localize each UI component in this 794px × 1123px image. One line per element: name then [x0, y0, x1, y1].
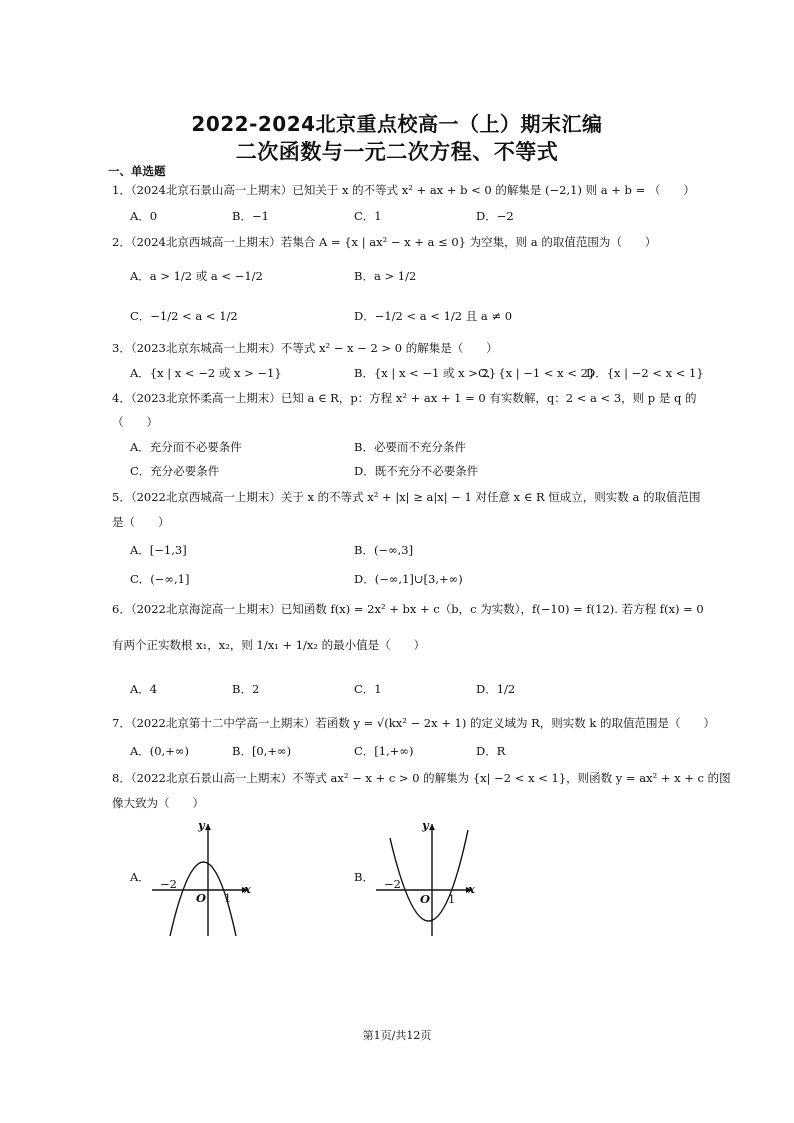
graph-b-x-label: x	[468, 882, 475, 896]
question-3-option-a: A．{x | x < −2 或 x > −1}	[130, 366, 282, 380]
question-2-stem: 2．（2024北京西城高一上期末）若集合 A = {x | ax² − x + a ≤ 0} 为空集，则 a 的取值范围为（ ）	[112, 235, 657, 249]
question-4-option-d: D．既不充分不必要条件	[354, 464, 479, 478]
question-4-option-c: C．充分必要条件	[130, 464, 220, 478]
question-1-option-c: C．1	[354, 209, 382, 223]
question-5-stem-line1: 5．（2022北京西城高一上期末）关于 x 的不等式 x² + |x| ≥ a|x| − 1 对任意 x ∈ R 恒成立，则实数 a 的取值范围	[112, 490, 701, 504]
question-1-option-a: A．0	[130, 209, 158, 223]
question-7-option-c: C．[1,+∞)	[354, 744, 414, 758]
graph-b-one-label: 1	[448, 892, 456, 906]
page-title: 2022-2024北京重点校高一（上）期末汇编	[191, 112, 603, 136]
question-8-stem-line2: 像大致为（ ）	[112, 796, 204, 810]
question-4-option-a: A．充分而不必要条件	[130, 440, 242, 454]
question-7-stem: 7．（2022北京第十二中学高一上期末）若函数 y = √(kx² − 2x + 1) 的定义域为 R，则实数 k 的取值范围是（ ）	[112, 716, 716, 730]
question-2-option-d: D．−1/2 < a < 1/2 且 a ≠ 0	[354, 309, 513, 323]
question-1-stem: 1．（2024北京石景山高一上期末）已知关于 x 的不等式 x² + ax + b < 0 的解集是 (−2,1) 则 a + b = （ ）	[112, 183, 695, 197]
question-8-option-b: B．	[354, 870, 374, 884]
question-7-option-b: B．[0,+∞)	[232, 744, 292, 758]
question-5-stem-line2: 是（ ）	[112, 515, 170, 529]
question-3-option-b: B．{x | x < −1 或 x > 2}	[354, 366, 497, 380]
question-5-option-d: D．(−∞,1]∪[3,+∞)	[354, 572, 463, 586]
question-6-stem-line1: 6．（2022北京海淀高一上期末）已知函数 f(x) = 2x² + bx + c（b，c 为实数），f(−10) = f(12). 若方程 f(x) = 0	[112, 602, 704, 616]
section-heading: 一、单选题	[108, 164, 166, 178]
question-6-option-a: A．4	[130, 682, 158, 696]
question-2-option-a: A．a > 1/2 或 a < −1/2	[130, 269, 263, 283]
graph-b-curve	[390, 830, 468, 921]
question-5-option-c: C．(−∞,1]	[130, 572, 190, 586]
graph-b-y-label: y	[422, 818, 429, 832]
page-subtitle: 二次函数与一元二次方程、不等式	[235, 140, 559, 164]
question-5-option-b: B．(−∞,3]	[354, 543, 414, 557]
question-3-option-c: C．{x | −1 < x < 2}	[478, 366, 596, 380]
question-7-option-d: D．R	[476, 744, 506, 758]
question-6-option-d: D．1/2	[476, 682, 516, 696]
question-4-stem-line2: （ ）	[112, 415, 158, 429]
graph-b-neg2-label: −2	[384, 877, 401, 891]
graph-a-neg2-label: −2	[160, 877, 177, 891]
question-4-stem-line1: 4．（2023北京怀柔高一上期末）已知 a ∈ R，p：方程 x² + ax + 1 = 0 有实数解，q：2 < a < 3，则 p 是 q 的	[112, 391, 697, 405]
question-2-option-c: C．−1/2 < a < 1/2	[130, 309, 238, 323]
graph-b-y-arrow	[429, 824, 435, 830]
question-4-option-b: B．必要而不充分条件	[354, 440, 466, 454]
page-footer: 第1页/共12页	[362, 1029, 432, 1042]
question-1-option-b: B．−1	[232, 209, 269, 223]
question-3-stem: 3．（2023北京东城高一上期末）不等式 x² − x − 2 > 0 的解集是（ ）	[112, 341, 498, 355]
question-6-option-b: B．2	[232, 682, 260, 696]
question-6-stem-line2: 有两个正实数根 x₁，x₂，则 1/x₁ + 1/x₂ 的最小值是（ ）	[112, 638, 426, 652]
question-5-option-a: A．[−1,3]	[130, 543, 187, 557]
graph-a-one-label: 1	[224, 891, 232, 905]
question-8-stem-line1: 8．（2022北京石景山高一上期末）不等式 ax² − x + c > 0 的解集为 {x| −2 < x < 1}，则函数 y = ax² + x + c 的图	[112, 771, 731, 785]
graph-a-x-label: x	[244, 882, 251, 896]
question-8-option-a: A．	[130, 870, 150, 884]
question-7-option-a: A．(0,+∞)	[130, 744, 189, 758]
question-2-option-b: B．a > 1/2	[354, 269, 417, 283]
question-6-option-c: C．1	[354, 682, 382, 696]
graph-a-y-arrow	[205, 824, 211, 830]
graph-a-y-label: y	[198, 818, 205, 832]
question-1-option-d: D．−2	[476, 209, 514, 223]
graph-a-origin-label: O	[196, 891, 207, 905]
graph-b-origin-label: O	[420, 892, 431, 906]
question-3-option-d: D．{x | −2 < x < 1}	[586, 366, 704, 380]
